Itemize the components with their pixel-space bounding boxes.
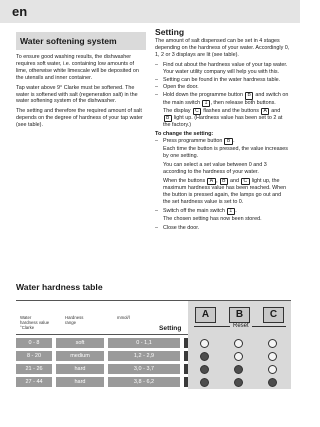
key-a-symbol: A bbox=[207, 178, 215, 185]
softening-paragraph-1: To ensure good washing results, the dishwasher requires soft water, i.e. containing low amounts of lime, otherwise white limescale will be deposited on the utensils and inner container. bbox=[16, 54, 139, 81]
indicator-lamp bbox=[268, 339, 277, 348]
language-band bbox=[0, 0, 300, 23]
button-c: C bbox=[263, 307, 284, 323]
cell-mmol: 3,8 - 6,2 bbox=[108, 377, 180, 387]
key-b-symbol: B bbox=[245, 92, 253, 99]
col-header-setting: Setting bbox=[159, 325, 182, 332]
language-tag: en bbox=[12, 4, 28, 19]
cell-mmol: 1,2 - 2,9 bbox=[108, 351, 180, 361]
select-note: You can select a set value between 0 and 3 according to the hardness of your water. bbox=[163, 162, 267, 175]
cell-clarke: 8 - 20 bbox=[16, 351, 52, 361]
water-softening-section bbox=[16, 32, 146, 132]
button-a: A bbox=[195, 307, 216, 323]
cell-clarke: 21 - 26 bbox=[16, 364, 52, 374]
softening-paragraph-3: The setting and therefore the required amount of salt depends on the degree of hardness of your tap water (see table). bbox=[16, 108, 143, 129]
setting-section bbox=[155, 27, 290, 233]
indicator-lamp bbox=[268, 352, 277, 361]
indicator-lamp bbox=[234, 365, 243, 374]
indicator-lamp bbox=[268, 365, 277, 374]
col-header-clarke: Water hardness value °Clarke bbox=[20, 315, 50, 330]
cell-range: soft bbox=[56, 338, 104, 348]
reset-bracket bbox=[194, 323, 286, 330]
press-note: Each time the button is pressed, the value increases by one setting. bbox=[163, 146, 288, 160]
key-main-switch-symbol: 1 bbox=[227, 208, 235, 215]
cell-mmol: 3,0 - 3,7 bbox=[108, 364, 180, 374]
indicator-lamp bbox=[200, 339, 209, 348]
table-row bbox=[16, 351, 184, 361]
indicator-lamp bbox=[200, 352, 209, 361]
step-close-door: – Close the door. bbox=[155, 224, 200, 231]
key-b-symbol: B bbox=[224, 138, 232, 145]
display-flash-note: The display C flashes and the buttons A and B light up. (Hardness value has been set to 2 at the factory.) bbox=[163, 107, 283, 129]
cell-clarke: 27 - 44 bbox=[16, 377, 52, 387]
change-setting-heading: To change the setting: bbox=[155, 131, 214, 138]
cell-range: hard bbox=[56, 364, 104, 374]
indicator-lamp bbox=[234, 339, 243, 348]
key-b-symbol: B bbox=[164, 115, 172, 122]
step-find-hardness: – Find out about the hardness value of your tap water. Your water utility company will help you with this. bbox=[155, 61, 288, 75]
col-header-mmol: mmol/l bbox=[117, 315, 130, 320]
water-hardness-table-title: Water hardness table bbox=[16, 282, 103, 292]
cell-range: hard bbox=[56, 377, 104, 387]
softening-paragraph-2: Tap water above 9° Clarke must be softened. The water is softened with salt (regeneration salt) in the water softening system of the dishwasher. bbox=[16, 84, 138, 105]
step-switch-off: – Switch off the main switch 1 . bbox=[155, 207, 237, 214]
step-open-door: – Open the door. bbox=[155, 84, 199, 91]
control-panel-illustration bbox=[188, 301, 291, 389]
key-c-symbol: C bbox=[241, 178, 250, 185]
setting-intro: The amount of salt dispensed can be set in 4 stages depending on the hardness of your water. Accordingly 0, 1, 2 or 3 displays are lit (see table). bbox=[155, 38, 290, 58]
step-see-table: – Setting can be found in the water hardness table. bbox=[155, 76, 281, 83]
key-b-symbol: B bbox=[220, 178, 228, 185]
indicator-lamp bbox=[268, 378, 277, 387]
col-header-range: Hardness range bbox=[65, 315, 84, 325]
indicator-lamp bbox=[234, 378, 243, 387]
step-hold-button: – Hold down the programme button B and switch on the main switch 1 , then release both buttons. bbox=[155, 92, 289, 106]
button-b: B bbox=[229, 307, 250, 323]
water-softening-heading: Water softening system bbox=[16, 32, 146, 50]
table-header-rule bbox=[16, 334, 188, 335]
key-main-switch-symbol: 1 bbox=[202, 100, 210, 107]
table-row bbox=[16, 364, 184, 374]
reset-label: Reset bbox=[230, 323, 252, 330]
key-a-symbol: A bbox=[261, 108, 269, 115]
table-row bbox=[16, 338, 184, 348]
step-press-button: – Press programme button B . bbox=[155, 138, 235, 145]
max-hardness-note: When the buttons A , B and C light up, the maximum hardness value has been reached. When the button is pressed again, the lamps go out and the set hardness value is set to 0. bbox=[163, 177, 287, 205]
stored-note: The chosen setting has now been stored. bbox=[163, 216, 262, 223]
table-row bbox=[16, 377, 184, 387]
cell-clarke: 0 - 8 bbox=[16, 338, 52, 348]
cell-range: medium bbox=[56, 351, 104, 361]
key-c-symbol: C bbox=[193, 108, 202, 115]
indicator-lamp bbox=[200, 365, 209, 374]
indicator-lamp bbox=[200, 378, 209, 387]
cell-mmol: 0 - 1,1 bbox=[108, 338, 180, 348]
indicator-lamp bbox=[234, 352, 243, 361]
setting-heading: Setting bbox=[155, 27, 185, 37]
